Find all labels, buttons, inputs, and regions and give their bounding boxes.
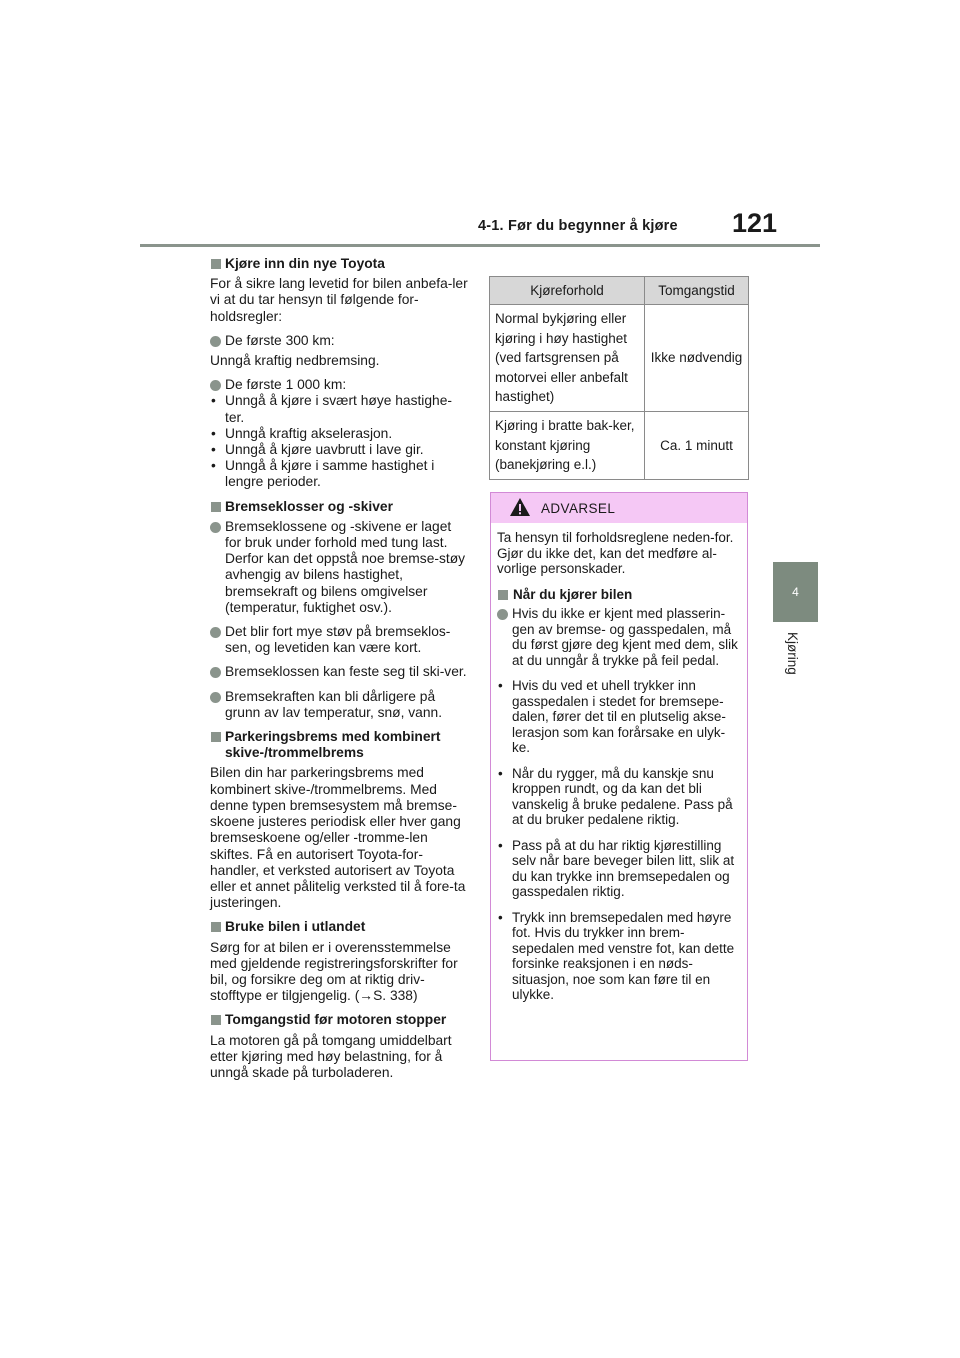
warning-triangle-icon: [509, 497, 531, 517]
sub-item: • Trykk inn bremsepedalen med høyre fot. Hvis du trykker inn brem-sepedalen med venstre fot, kan dette forsinke reaksjonen i en nøds-situasjon, noe som kan føre til en ulykke.: [497, 910, 739, 1003]
left-column: [210, 256, 468, 1089]
bullet-item: De første 1 000 km:: [210, 377, 468, 393]
bullet-item: Bremseklossene og -skivene er laget for bruk under forhold med tung last. Derfor kan det oppstå noe bremse-støy avhengig av bilens hastighet, bremsekraft og bilens omgivelser (temperatur, fuktighet osv.).: [210, 519, 468, 616]
bullet-item: Bremsekraften kan bli dårligere på grunn av lav temperatur, snø, vann.: [210, 689, 468, 721]
heading-brake-pads: Bremseklosser og -skiver: [210, 499, 468, 515]
bullet-item: Bremseklossen kan feste seg til ski-ver.: [210, 664, 468, 680]
table-row: [490, 411, 749, 479]
table-cell: Kjøring i bratte bak-ker, konstant kjøring (banekjøring e.l.): [490, 411, 645, 479]
table-cell: Ikke nødvendig: [645, 305, 749, 412]
bullet-item: De første 300 km:: [210, 333, 468, 349]
heading-parking-brake: Parkeringsbrems med kombinert skive-/trommelbrems: [210, 729, 468, 761]
sub-list: [210, 393, 468, 490]
warning-header: [491, 493, 747, 523]
table-row: [490, 305, 749, 412]
paragraph: Sørg for at bilen er i overensstemmelse med gjeldende registreringsforskrifter for bil, og forsikre deg om at riktig driv-stofftype er tilgjengelig. (→S. 338): [210, 939, 458, 1004]
page-number: 121: [732, 208, 778, 238]
sub-item: • Unngå å kjøre i svært høye hastighe-ter.: [210, 393, 468, 425]
chapter-tab: 4: [773, 562, 818, 622]
paragraph: Unngå kraftig nedbremsing.: [210, 353, 380, 369]
header-rule: [140, 244, 820, 247]
sub-item: • Unngå kraftig akselerasjon.: [210, 426, 468, 442]
warning-body: [491, 523, 747, 1003]
sub-item: • Hvis du ved et uhell trykker inn gasspedalen i stedet for bremsepe-dalen, fører det til en plutselig akse-lerasjon som kan forårsake en ulyk-ke.: [497, 678, 739, 756]
idling-table: [489, 276, 749, 480]
chapter-label: Kjøring: [785, 632, 800, 675]
table-header-cell: Kjøreforhold: [490, 277, 645, 305]
section-title: 4-1. Før du begynner å kjøre: [478, 218, 678, 234]
sub-item: • Unngå å kjøre uavbrutt i lave gir.: [210, 442, 468, 458]
heading-break-in: Kjøre inn din nye Toyota: [210, 256, 468, 272]
sub-item: • Unngå å kjøre i samme hastighet i lengre perioder.: [210, 458, 468, 490]
paragraph: Bilen din har parkeringsbrems med kombinert skive-/trommelbrems. Med denne typen bremsesystem må bremse-skoene justeres periodisk eller hver gang bremseskoene og/eller -tromme-len skiftes. Få en autorisert Toyota-for-handler, et verksted autorisert av Toyota eller et annet pålitelig verksted til å fore-ta justeringen.: [210, 765, 466, 911]
table-header-cell: Tomgangstid: [645, 277, 749, 305]
bullet-item: Hvis du ikke er kjent med plasserin-gen av bremse- og gasspedalen, må du først gjøre deg kjent med dem, slik at du unngår å trykke på feil pedal.: [497, 606, 739, 668]
warning-box: [490, 492, 748, 1061]
warning-title: ADVARSEL: [541, 501, 616, 516]
paragraph: For å sikre lang levetid for bilen anbefa-ler vi at du tar hensyn til følgende for-holdsregler:: [210, 276, 468, 324]
heading-idling: Tomgangstid før motoren stopper: [210, 1012, 468, 1028]
sub-item: • Når du rygger, må du kanskje snu kroppen rundt, og da kan det bli vanskelig å bruke pedalene. Pass på at du bruker pedalene riktig.: [497, 766, 739, 828]
warning-intro: Ta hensyn til forholdsreglene neden-for. Gjør du ikke det, kan det medføre al-vorlige personskader.: [497, 530, 734, 576]
warning-heading: Når du kjører bilen: [497, 587, 739, 603]
table-cell: Ca. 1 minutt: [645, 411, 749, 479]
paragraph: La motoren gå på tomgang umiddelbart etter kjøring med høy belastning, for å unngå skade på turboladeren.: [210, 1032, 452, 1080]
table-cell: Normal bykjøring eller kjøring i høy hastighet (ved fartsgrensen på motorvei eller anbefalt hastighet): [490, 305, 645, 412]
table-header-row: [490, 277, 749, 305]
bullet-item: Det blir fort mye støv på bremseklos-sen, og levetiden kan være kort.: [210, 624, 468, 656]
sub-item: • Pass på at du har riktig kjørestilling selv når bare beveger bilen litt, slik at du kan trykke inn bremsepedalen og gasspedalen riktig.: [497, 838, 739, 900]
heading-abroad: Bruke bilen i utlandet: [210, 919, 468, 935]
